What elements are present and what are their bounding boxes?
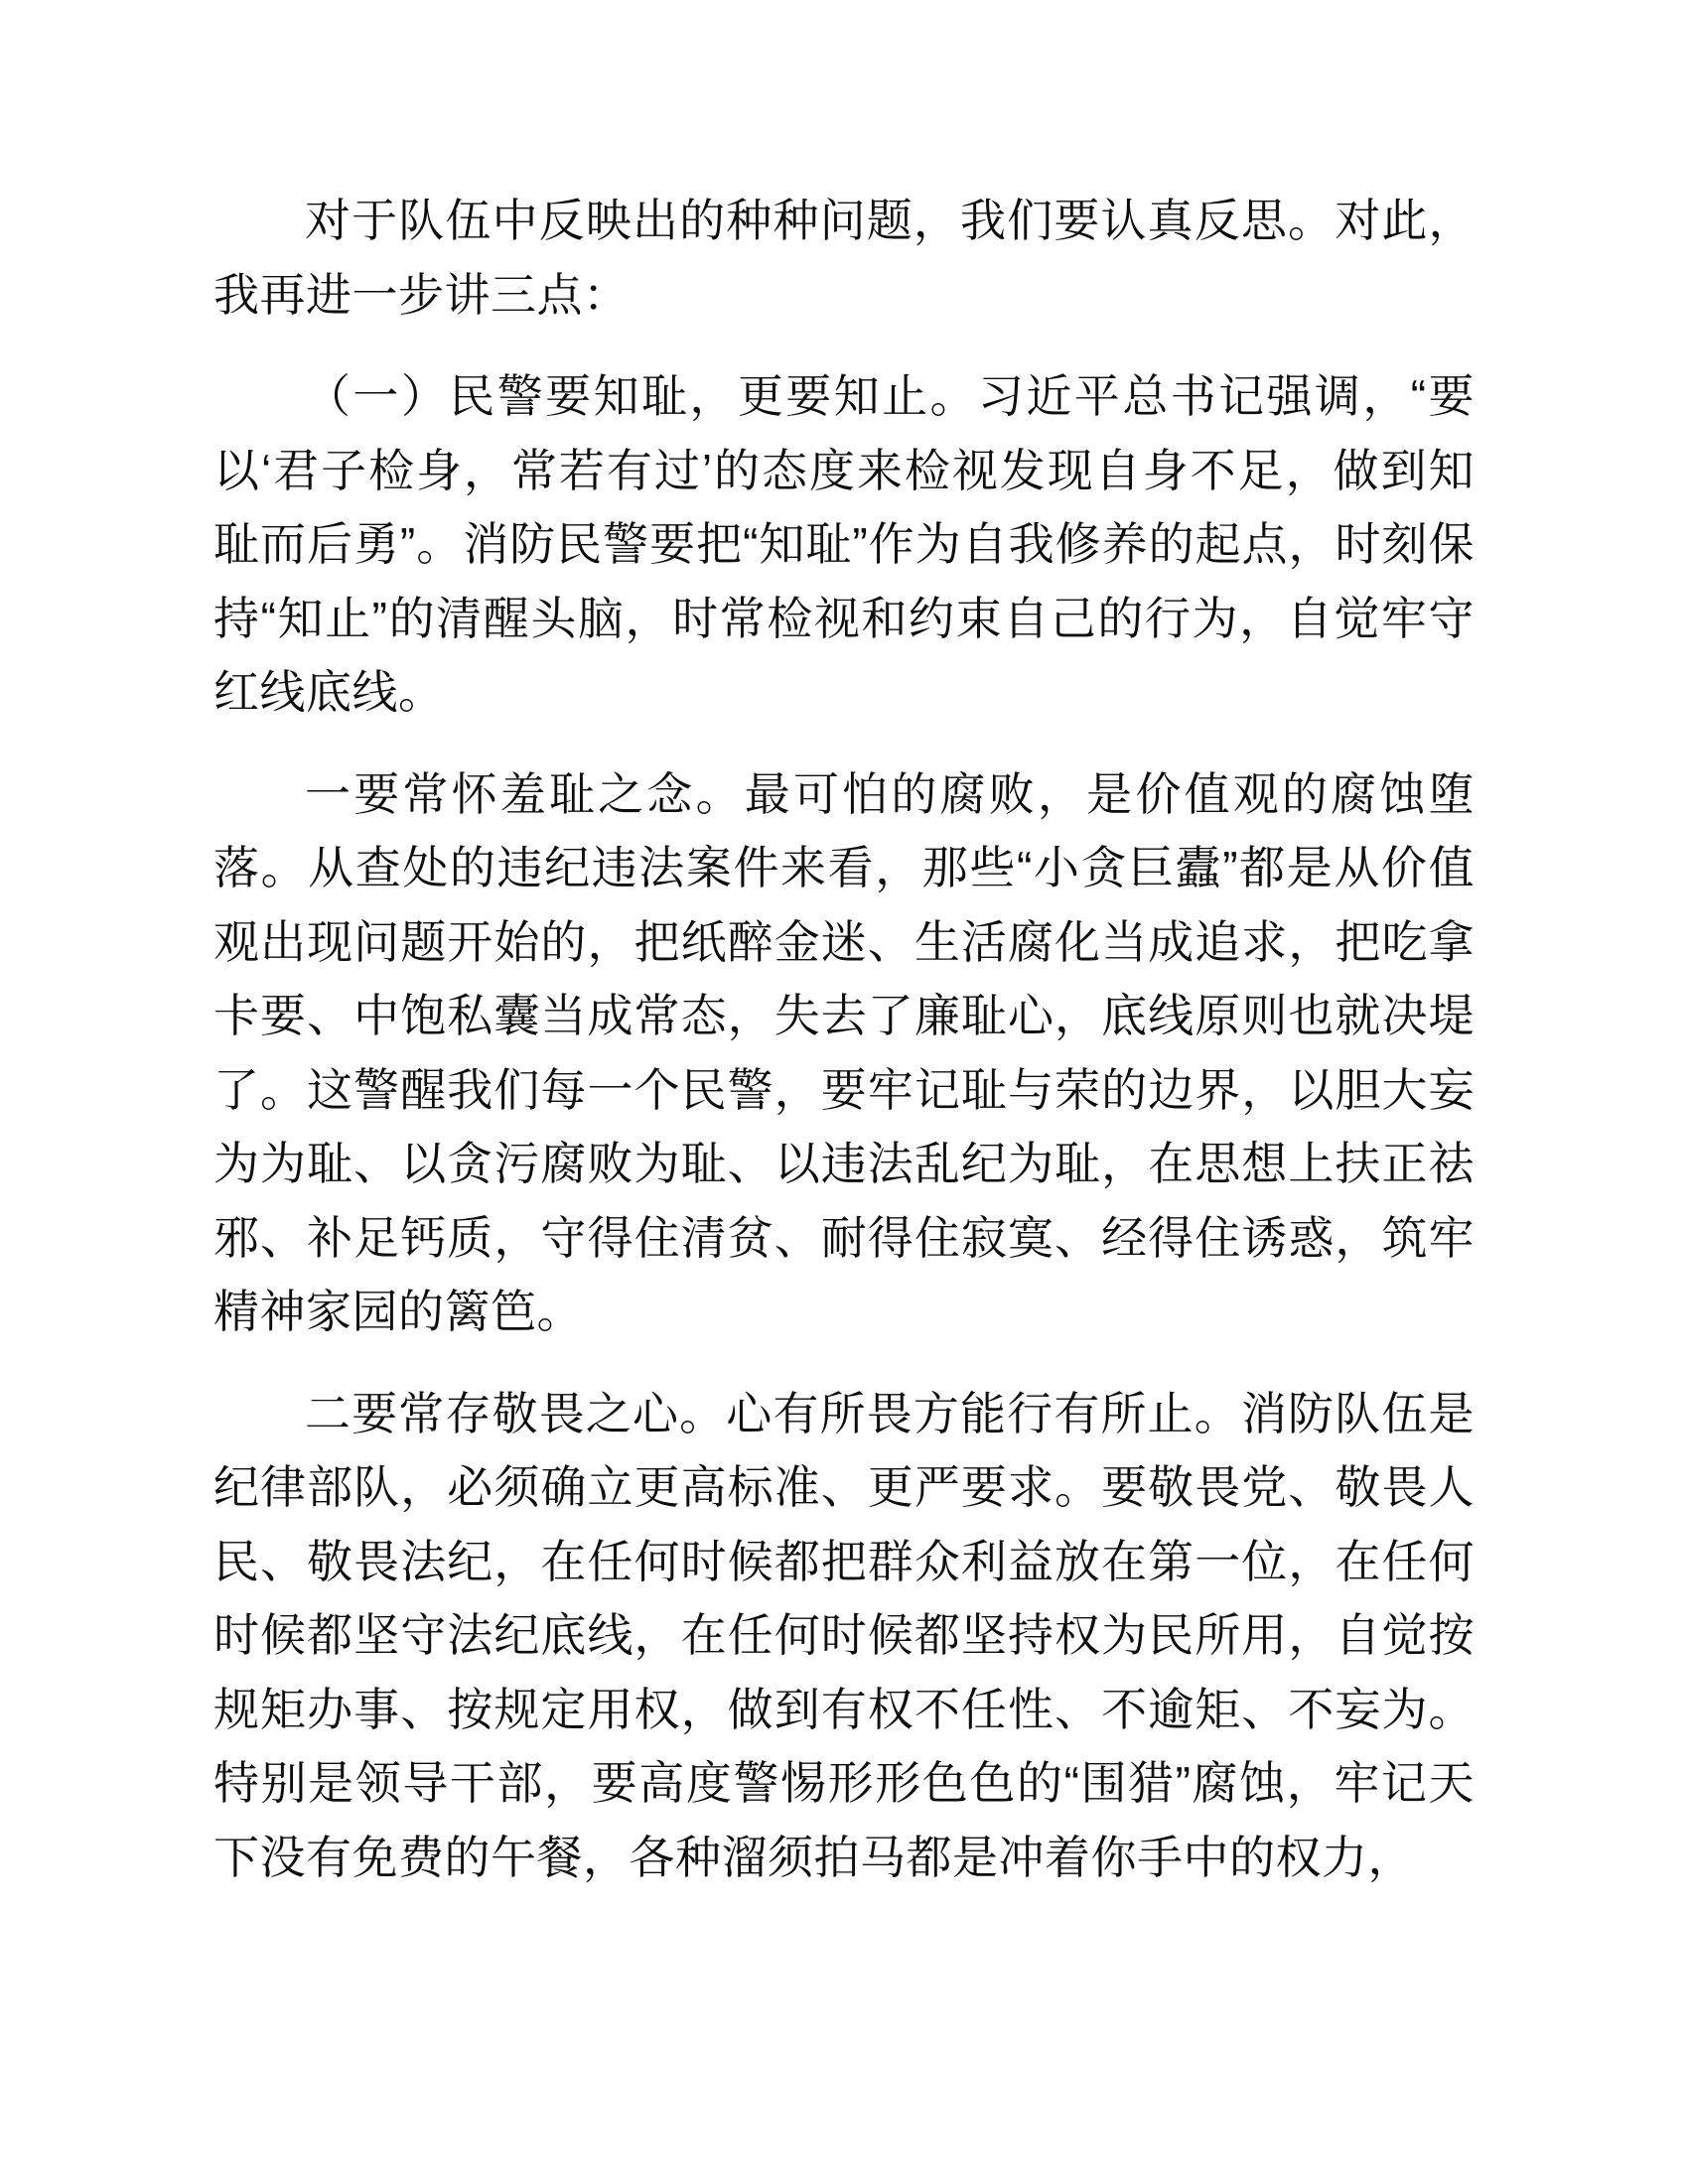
document-body: [213, 184, 1475, 1894]
paragraph: 二要常存敬畏之心。心有所畏方能行有所止。消防队伍是纪律部队，必须确立更高标准、更严要求。要敬畏党、敬畏人民、敬畏法纪，在任何时候都把群众利益放在第一位，在任何时候都坚守法纪底线，在任何时候都坚持权为民所用，自觉按规矩办事、按规定用权，做到有权不任性、不逾矩、不妄为。特别是领导干部，要高度警惕形形色色的“围猎”腐蚀，牢记天下没有免费的午餐，各种溜须拍马都是冲着你手中的权力，: [213, 1387, 1475, 1883]
paragraph: 对于队伍中反映出的种种问题，我们要认真反思。对此，我再进一步讲三点：: [213, 195, 1475, 321]
paragraph: （一）民警要知耻，更要知止。习近平总书记强调，“要以‘君子检身，常若有过’的态度来检视发现自身不足，做到知耻而后勇”。消防民警要把“知耻”作为自我修养的起点，时刻保持“知止”的清醒头脑，时常检视和约束自己的行为，自觉牢守红线底线。: [213, 370, 1475, 719]
paragraph: 一要常怀羞耻之念。最可怕的腐败，是价值观的腐蚀堕落。从查处的违纪违法案件来看，那些“小贪巨蠹”都是从价值观出现问题开始的，把纸醉金迷、生活腐化当成追求，把吃拿卡要、中饱私囊当成常态，失去了廉耻心，底线原则也就决堤了。这警醒我们每一个民警，要牢记耻与荣的边界，以胆大妄为为耻、以贪污腐败为耻、以违法乱纪为耻，在思想上扶正祛邪、补足钙质，守得住清贫、耐得住寂寞、经得住诱惑，筑牢精神家园的篱笆。: [213, 767, 1475, 1338]
